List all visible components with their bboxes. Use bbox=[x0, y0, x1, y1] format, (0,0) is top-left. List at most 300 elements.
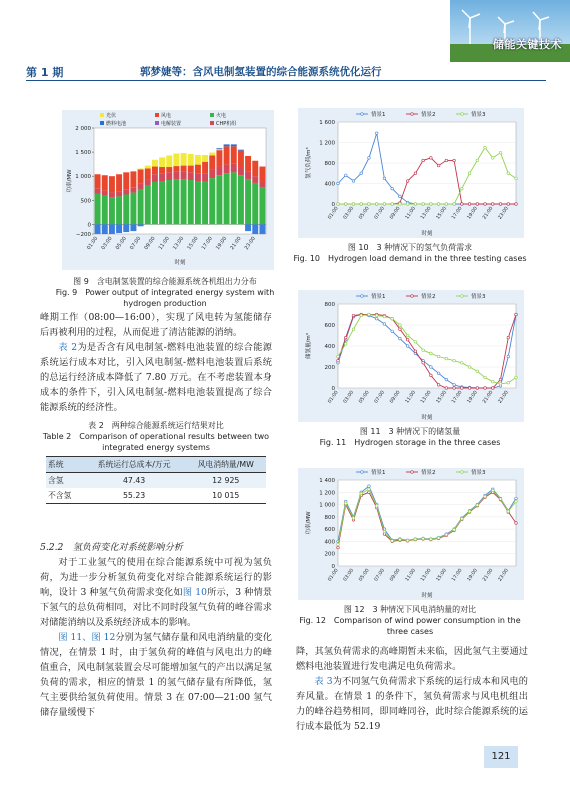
data-point bbox=[368, 488, 371, 491]
data-point bbox=[344, 343, 347, 346]
data-point bbox=[507, 510, 510, 513]
bar-segment bbox=[159, 167, 165, 173]
data-point bbox=[422, 537, 425, 540]
bar-segment bbox=[231, 146, 237, 163]
bar-segment-negative bbox=[95, 224, 101, 234]
x-tick-label: 07:00 bbox=[129, 235, 143, 251]
data-point bbox=[375, 505, 378, 508]
data-point bbox=[491, 157, 494, 160]
fig9-caption-en: Fig. 9 Power output of integrated energy system with hydrogen production bbox=[55, 288, 275, 308]
data-point bbox=[468, 387, 471, 390]
paragraph-6 bbox=[296, 674, 528, 734]
data-point bbox=[368, 313, 371, 316]
x-tick-label: 01:00 bbox=[327, 568, 340, 583]
data-point bbox=[499, 383, 502, 386]
bar-segment bbox=[224, 165, 230, 174]
bar-segment bbox=[166, 155, 172, 167]
y-tick-label: 1 400 bbox=[319, 478, 335, 484]
data-point bbox=[406, 345, 409, 348]
data-point bbox=[499, 151, 502, 154]
data-point bbox=[399, 203, 402, 206]
data-point bbox=[445, 357, 448, 360]
table2-caption-en: Table 2 Comparison of operational results between two integrated energy systems bbox=[42, 432, 270, 452]
bar-segment bbox=[231, 172, 237, 224]
bar-segment bbox=[259, 167, 265, 182]
data-point bbox=[344, 174, 347, 177]
bar-segment bbox=[216, 149, 222, 150]
bar-segment bbox=[159, 181, 165, 224]
bar-segment bbox=[188, 154, 194, 166]
paragraph-6-text: 为不同氢气负荷需求下系统的运行成本和风电的弃风量。在情景 1 的条件下，氢负荷需求与风电机组出力的峰谷趋势相同，即同峰同谷，此时综合能源系统的运行成本最低为 52.19 bbox=[296, 676, 528, 732]
y-tick-label: 1 200 bbox=[319, 140, 335, 147]
data-point bbox=[507, 381, 510, 384]
table-cell: 10 015 bbox=[186, 488, 266, 504]
legend-marker bbox=[411, 471, 414, 474]
table3-ref[interactable]: 表 3 bbox=[314, 676, 333, 687]
paragraph-2-text: 为是否含有风电制氢-燃料电池装置的综合能源系统运行成本对比，引入风电制氢-燃料电池装置后系统的总运行经济成本降低了 7.80 万元。在不考虑装置本身成本的条件下，引入风电制氢-燃料电池装置提高了综合能源系统的经济性。 bbox=[40, 342, 272, 413]
bar-segment bbox=[138, 190, 144, 225]
bar-segment bbox=[152, 160, 158, 167]
data-point bbox=[491, 380, 494, 383]
data-point bbox=[368, 203, 371, 206]
x-tick-label: 19:00 bbox=[466, 568, 479, 583]
legend-label: 情景2 bbox=[421, 470, 436, 476]
data-point bbox=[445, 159, 448, 162]
bar-segment bbox=[109, 176, 115, 192]
x-tick-label: 21:00 bbox=[482, 390, 495, 405]
bar-segment bbox=[195, 181, 201, 224]
bar-segment bbox=[173, 171, 179, 179]
data-point bbox=[445, 533, 448, 536]
legend-label: 情景2 bbox=[421, 294, 436, 300]
x-tick-label: 21:00 bbox=[482, 206, 495, 221]
bar-segment bbox=[209, 170, 215, 178]
x-tick-label: 17:00 bbox=[451, 568, 464, 583]
bar-segment bbox=[116, 174, 122, 191]
paragraph-4 bbox=[40, 630, 272, 720]
x-tick-label: 07:00 bbox=[374, 206, 387, 221]
data-point bbox=[484, 387, 487, 390]
data-point bbox=[422, 203, 425, 206]
data-point bbox=[383, 530, 386, 533]
data-point bbox=[484, 203, 487, 206]
bar-segment bbox=[245, 171, 251, 179]
x-tick-label: 23:00 bbox=[497, 206, 510, 221]
x-tick-label: 05:00 bbox=[358, 206, 371, 221]
wind-turbine-banner-image bbox=[450, 0, 570, 62]
bar-segment bbox=[202, 162, 208, 174]
bar-segment bbox=[102, 195, 108, 224]
bar-segment bbox=[224, 173, 230, 224]
x-tick-label: 13:00 bbox=[420, 206, 433, 221]
bar-segment bbox=[166, 167, 172, 172]
data-point bbox=[375, 132, 378, 135]
data-point bbox=[383, 323, 386, 326]
legend-marker bbox=[461, 471, 464, 474]
x-tick-label: 23:00 bbox=[243, 235, 257, 251]
x-tick-label: 05:00 bbox=[358, 390, 371, 405]
paragraph-1: 峰期工作（08:00—16:00），实现了风电转为氢能储存后再被利用的过程，从而促进了清洁能源的消纳。 bbox=[40, 312, 272, 338]
x-tick-label: 11:00 bbox=[405, 206, 418, 221]
y-axis-label: 氢气负荷/m³ bbox=[306, 147, 312, 179]
x-tick-label: 19:00 bbox=[466, 206, 479, 221]
bar-segment-negative bbox=[138, 224, 144, 226]
data-point bbox=[383, 315, 386, 318]
data-point bbox=[344, 203, 347, 206]
x-tick-label: 21:00 bbox=[482, 568, 495, 583]
data-point bbox=[352, 180, 355, 183]
data-point bbox=[414, 203, 417, 206]
y-tick-label: 1 500 bbox=[75, 150, 91, 157]
legend-label: 情景3 bbox=[471, 294, 486, 300]
bar-segment bbox=[145, 166, 151, 169]
x-tick-label: 03:00 bbox=[343, 568, 356, 583]
fig12-caption bbox=[290, 604, 530, 637]
table2-ref[interactable]: 表 2 bbox=[58, 342, 78, 353]
data-point bbox=[337, 203, 340, 206]
fig12-panel bbox=[298, 468, 524, 600]
x-tick-label: 07:00 bbox=[374, 568, 387, 583]
data-point bbox=[476, 504, 479, 507]
data-point bbox=[368, 157, 371, 160]
data-point bbox=[360, 492, 363, 495]
bar-segment bbox=[181, 179, 187, 224]
data-point bbox=[507, 172, 510, 175]
bar-segment bbox=[102, 175, 108, 190]
x-tick-label: 09:00 bbox=[389, 568, 402, 583]
bar-segment bbox=[116, 196, 122, 224]
table2-header-wind: 风电消纳量/MW bbox=[186, 457, 266, 473]
y-tick-label: 200 bbox=[324, 551, 335, 558]
x-tick-label: 13:00 bbox=[420, 390, 433, 405]
bar-segment bbox=[238, 175, 244, 224]
fig9-caption bbox=[40, 276, 290, 309]
bar-segment bbox=[123, 190, 129, 195]
bar-segment bbox=[231, 164, 237, 173]
bar-segment bbox=[216, 150, 222, 166]
data-point bbox=[437, 537, 440, 540]
data-point bbox=[515, 500, 518, 503]
data-point bbox=[437, 372, 440, 375]
data-point bbox=[453, 384, 456, 387]
fig11-caption bbox=[290, 426, 530, 448]
paragraph-3 bbox=[40, 555, 272, 630]
legend-swatch bbox=[100, 113, 104, 117]
y-tick-label: −200 bbox=[75, 232, 91, 238]
legend-marker bbox=[461, 295, 464, 298]
data-point bbox=[461, 203, 464, 206]
page-number: 121 bbox=[484, 746, 518, 768]
x-tick-label: 15:00 bbox=[435, 568, 448, 583]
bar-segment bbox=[259, 182, 265, 188]
data-point bbox=[337, 359, 340, 362]
y-tick-label: 400 bbox=[324, 539, 335, 546]
data-point bbox=[352, 314, 355, 317]
x-tick-label: 13:00 bbox=[172, 235, 186, 251]
data-point bbox=[352, 328, 355, 331]
data-point bbox=[445, 387, 448, 390]
fig10-caption bbox=[290, 242, 530, 264]
data-point bbox=[406, 539, 409, 542]
data-point bbox=[430, 157, 433, 160]
x-tick-label: 05:00 bbox=[114, 235, 128, 251]
fig10-chart bbox=[298, 108, 524, 238]
data-point bbox=[484, 495, 487, 498]
x-tick-label: 03:00 bbox=[343, 206, 356, 221]
bar-segment bbox=[252, 161, 258, 176]
data-point bbox=[476, 370, 479, 373]
data-point bbox=[368, 485, 371, 488]
legend-swatch bbox=[155, 113, 159, 117]
data-point bbox=[468, 366, 471, 369]
bar-segment bbox=[245, 156, 251, 171]
bar-segment bbox=[152, 174, 158, 182]
x-axis-label: 时刻 bbox=[421, 415, 433, 421]
bar-segment bbox=[216, 167, 222, 176]
x-tick-label: 09:00 bbox=[389, 206, 402, 221]
legend-marker bbox=[411, 113, 414, 116]
table2-caption bbox=[40, 420, 272, 453]
right-column-text bbox=[296, 644, 528, 734]
table2-header-cost: 系统运行总成本/万元 bbox=[83, 457, 186, 473]
bar-segment bbox=[95, 189, 101, 194]
data-point bbox=[360, 203, 363, 206]
data-point bbox=[476, 387, 479, 390]
y-tick-label: 0 bbox=[331, 564, 335, 570]
section-5-2-2 bbox=[40, 540, 272, 720]
legend-label: 情景1 bbox=[371, 112, 386, 118]
fig11-panel bbox=[298, 290, 524, 422]
data-point bbox=[507, 355, 510, 358]
data-point bbox=[399, 195, 402, 198]
legend-label: 光伏 bbox=[106, 113, 117, 119]
paragraph-2 bbox=[40, 340, 272, 415]
bar-segment bbox=[166, 180, 172, 224]
data-point bbox=[406, 334, 409, 337]
x-axis-label: 时刻 bbox=[174, 260, 186, 266]
x-tick-label: 11:00 bbox=[405, 568, 418, 583]
fig11-caption-en: Fig. 11 Hydrogen storage in the three cases bbox=[319, 438, 501, 447]
bar-segment bbox=[209, 178, 215, 224]
data-point bbox=[352, 203, 355, 206]
x-tick-label: 23:00 bbox=[497, 390, 510, 405]
data-point bbox=[461, 187, 464, 190]
data-point bbox=[360, 314, 363, 317]
bar-segment bbox=[188, 166, 194, 173]
paragraph-4-text: 分别为氢气储存量和风电消纳量的变化情况，在情景 1 时，由于氢负荷的峰值与风电出力的峰值重合，风电制氢装置会尽可能增加氢气的产出以满足氢负荷的需求，相应的情景 1 的氢气储存量有所降低，氢气主要供给氢负荷使用。情景 3 在 07:00—21:00 氢气储存量缓慢下 bbox=[40, 632, 272, 718]
data-point bbox=[499, 203, 502, 206]
data-point bbox=[383, 177, 386, 180]
data-point bbox=[414, 350, 417, 353]
x-tick-label: 17:00 bbox=[200, 235, 214, 251]
data-point bbox=[375, 314, 378, 317]
x-tick-label: 17:00 bbox=[451, 390, 464, 405]
y-tick-label: 0 bbox=[87, 222, 91, 229]
y-tick-label: 200 bbox=[324, 365, 335, 371]
bar-segment bbox=[252, 176, 258, 183]
data-point bbox=[437, 384, 440, 387]
data-point bbox=[515, 203, 518, 206]
bar-segment bbox=[130, 188, 136, 193]
bar-segment bbox=[159, 157, 165, 167]
data-point bbox=[437, 203, 440, 206]
legend-label: 火电 bbox=[216, 113, 227, 119]
data-point bbox=[430, 366, 433, 369]
data-point bbox=[453, 159, 456, 162]
bar-segment bbox=[145, 179, 151, 186]
x-tick-label: 11:00 bbox=[157, 235, 171, 251]
x-tick-label: 03:00 bbox=[100, 235, 114, 251]
left-column-text bbox=[40, 310, 272, 415]
y-axis-label: 功率/MW bbox=[306, 511, 312, 535]
data-point bbox=[399, 337, 402, 340]
table-row bbox=[46, 473, 266, 489]
bar-segment-negative bbox=[245, 224, 251, 231]
data-point bbox=[344, 336, 347, 339]
fig11-caption-cn: 图 11 3 种情况下的储氢量 bbox=[359, 427, 461, 436]
data-point bbox=[445, 378, 448, 381]
legend-marker bbox=[361, 113, 364, 116]
legend-label: 情景2 bbox=[421, 112, 436, 118]
legend-label: 电解装置 bbox=[161, 121, 182, 127]
legend-label: 风电 bbox=[161, 113, 172, 119]
x-tick-label: 05:00 bbox=[358, 568, 371, 583]
bar-segment-negative bbox=[252, 224, 258, 234]
y-axis-label: 储氢量/m³ bbox=[306, 333, 312, 359]
data-point bbox=[360, 172, 363, 175]
bar-segment bbox=[152, 167, 158, 175]
legend-label: 燃料电池 bbox=[106, 121, 127, 127]
data-point bbox=[391, 330, 394, 333]
bar-segment bbox=[173, 154, 179, 167]
data-point bbox=[484, 376, 487, 379]
data-point bbox=[476, 159, 479, 162]
data-point bbox=[375, 317, 378, 320]
bar-segment bbox=[138, 169, 144, 183]
legend-marker bbox=[461, 113, 464, 116]
data-point bbox=[453, 359, 456, 362]
data-point bbox=[430, 352, 433, 355]
bar-segment bbox=[224, 144, 230, 146]
data-point bbox=[515, 376, 518, 379]
data-point bbox=[461, 387, 464, 390]
bar-segment bbox=[173, 179, 179, 224]
data-point bbox=[491, 387, 494, 390]
data-point bbox=[422, 349, 425, 352]
y-tick-label: 0 bbox=[331, 202, 335, 208]
data-point bbox=[375, 203, 378, 206]
data-point bbox=[515, 497, 518, 500]
fig12-chart bbox=[298, 468, 524, 600]
x-tick-label: 19:00 bbox=[215, 235, 229, 251]
data-point bbox=[430, 203, 433, 206]
x-axis-label: 时刻 bbox=[421, 231, 433, 237]
data-point bbox=[337, 543, 340, 546]
x-tick-label: 15:00 bbox=[186, 235, 200, 251]
data-point bbox=[491, 489, 494, 492]
data-point bbox=[414, 341, 417, 344]
legend-label: CHP机组 bbox=[216, 121, 237, 127]
data-point bbox=[453, 528, 456, 531]
data-point bbox=[391, 187, 394, 190]
bar-segment bbox=[195, 173, 201, 181]
header-rule bbox=[26, 80, 546, 81]
data-point bbox=[406, 180, 409, 183]
data-point bbox=[468, 510, 471, 513]
bar-segment bbox=[188, 172, 194, 180]
bar-segment bbox=[145, 168, 151, 179]
y-tick-label: 500 bbox=[80, 198, 91, 205]
y-tick-label: 1 000 bbox=[319, 502, 335, 509]
bar-segment bbox=[109, 197, 115, 224]
legend-swatch bbox=[100, 121, 104, 125]
data-point bbox=[468, 203, 471, 206]
y-tick-label: 1 000 bbox=[75, 174, 91, 181]
fig10-ref[interactable]: 图 10 bbox=[182, 587, 207, 598]
data-point bbox=[422, 362, 425, 365]
y-tick-label: 800 bbox=[324, 302, 335, 308]
fig9-panel bbox=[62, 110, 274, 270]
bar-segment bbox=[181, 153, 187, 166]
bar-segment bbox=[138, 184, 144, 190]
data-point bbox=[453, 203, 456, 206]
data-point bbox=[515, 313, 518, 316]
x-tick-label: 01:00 bbox=[86, 235, 100, 251]
data-point bbox=[437, 164, 440, 167]
bar-segment bbox=[181, 166, 187, 172]
legend-marker bbox=[361, 471, 364, 474]
bar-segment bbox=[145, 186, 151, 225]
data-point bbox=[468, 172, 471, 175]
x-tick-label: 01:00 bbox=[327, 206, 340, 221]
x-axis-label: 时刻 bbox=[421, 593, 433, 599]
data-point bbox=[422, 159, 425, 162]
bar-segment bbox=[95, 174, 101, 188]
fig10-caption-en: Fig. 10 Hydrogen load demand in the three testing cases bbox=[293, 254, 527, 263]
bar-segment-negative bbox=[116, 224, 122, 233]
x-tick-label: 17:00 bbox=[451, 206, 464, 221]
data-point bbox=[491, 203, 494, 206]
bar-segment bbox=[130, 171, 136, 187]
bar-segment bbox=[202, 181, 208, 224]
data-point bbox=[337, 355, 340, 358]
data-point bbox=[414, 172, 417, 175]
legend-marker bbox=[361, 295, 364, 298]
data-point bbox=[453, 387, 456, 390]
bar-segment bbox=[216, 148, 222, 149]
bar-segment bbox=[195, 165, 201, 174]
running-title: 郭梦婕等：含风电制氢装置的综合能源系统优化运行 bbox=[140, 66, 382, 78]
data-point bbox=[406, 338, 409, 341]
data-point bbox=[383, 203, 386, 206]
bar-segment bbox=[231, 144, 237, 146]
table-cell: 不含氢 bbox=[46, 488, 83, 504]
data-point bbox=[476, 203, 479, 206]
data-point bbox=[337, 182, 340, 185]
bar-segment bbox=[152, 182, 158, 224]
fig11-12-ref[interactable]: 图 11、图 12 bbox=[58, 632, 116, 643]
y-tick-label: 2 000 bbox=[75, 126, 91, 132]
data-point bbox=[399, 538, 402, 541]
fig9-caption-cn: 图 9 含电制氢装置的综合能源系统各机组出力分布 bbox=[73, 277, 257, 286]
x-tick-label: 19:00 bbox=[466, 390, 479, 405]
bar-segment bbox=[209, 155, 215, 169]
bar-segment bbox=[202, 173, 208, 181]
y-tick-label: 800 bbox=[324, 161, 335, 167]
fig10-panel bbox=[298, 108, 524, 238]
data-point bbox=[337, 546, 340, 549]
bar-segment-negative bbox=[259, 224, 265, 234]
